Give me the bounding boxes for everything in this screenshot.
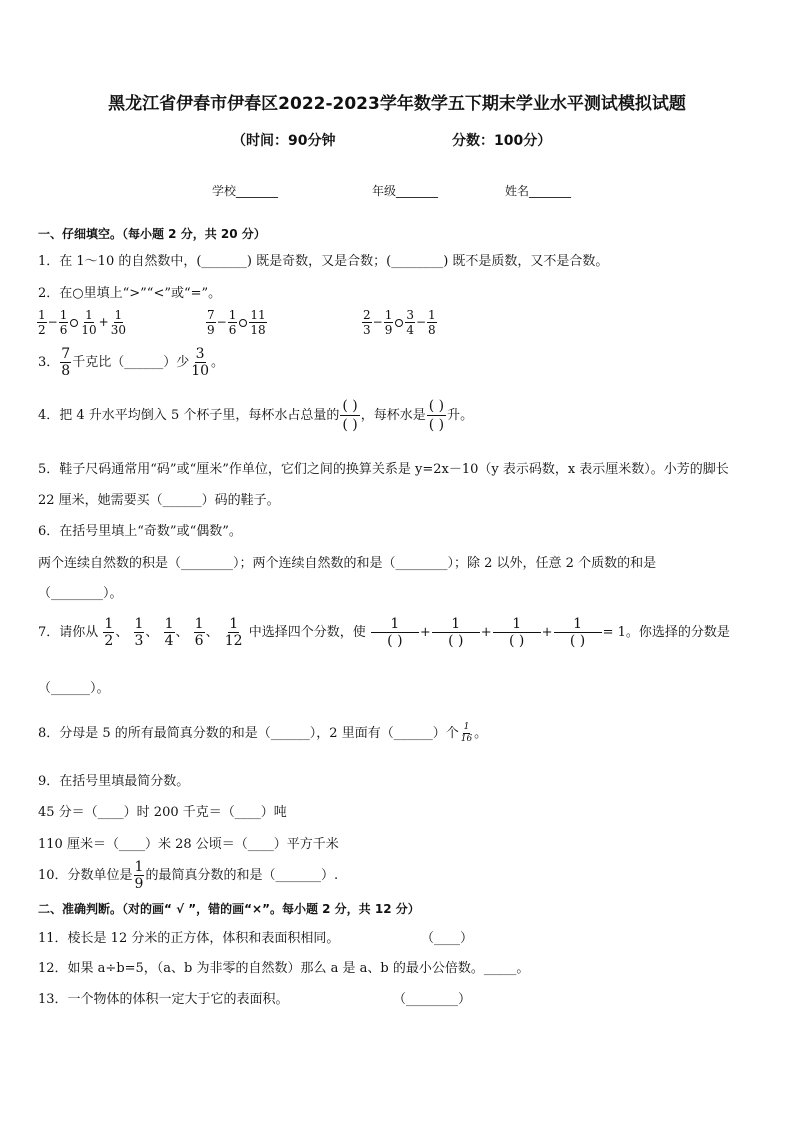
- question-5-line-1: 5．鞋子尺码通常用“码”或“厘米”作单位，它们之间的换算关系是 y=2x－10（y 表示码数，x 表示厘米数）。小芳的脚长: [38, 462, 729, 477]
- question-2: 2．在○里填上“>”“<”或“=”。: [38, 286, 222, 301]
- compare-circle[interactable]: [395, 319, 403, 327]
- question-13: 13．一个物体的体积一定大于它的表面积。: [38, 992, 289, 1007]
- question-6-line-1: 6．在括号里填上“奇数”或“偶数”。: [38, 524, 242, 539]
- question-7-line-2: （______）。: [38, 681, 110, 696]
- question-7: 7．请你从 $\frac{1}{2}$ 、 $\frac{1}{3}$ 、 $\frac{1}{4}$ 、 $\frac{1}{6}$ 、 $\frac{1}{12}$ 中选择四个分数，使 $\frac{1}{( )}$ + $\frac{1}{( )}$ + $\frac{1}{( )}$ + $\frac{1}{( )}$ = 1。你选择的分数是: [38, 616, 730, 649]
- q2-expression-1: $\frac{1}{2}$ − $\frac{1}{6}$ $\frac{1}{10}$ + $\frac{1}{30}$: [38, 308, 126, 337]
- question-11: 11．棱长是 12 分米的正方体，体积和表面积相同。: [38, 931, 340, 946]
- q2-expression-3: $\frac{2}{3}$ − $\frac{1}{9}$ $\frac{3}{4}$ − $\frac{1}{8}$: [363, 308, 436, 337]
- section-1-heading: 一、仔细填空。（每小题 2 分，共 20 分）: [38, 227, 266, 241]
- question-10: 10．分数单位是 $\frac{1}{9}$ 的最简真分数的和是（_______）.: [38, 859, 339, 892]
- question-5-line-2: 22 厘米，她需要买（______）码的鞋子。: [38, 493, 280, 508]
- question-1: 1．在 1～10 的自然数中，(_______) 既是奇数，又是合数；(________) 既不是质数，又不是合数。: [38, 254, 609, 269]
- question-6-line-2: 两个连续自然数的积是（________）；两个连续自然数的和是（________）；除 2 以外，任意 2 个质数的和是: [38, 556, 657, 571]
- question-6-line-3: （________）。: [38, 586, 123, 601]
- grade-field[interactable]: 年级_______: [372, 184, 439, 198]
- q2-expression-2: $\frac{7}{9}$ − $\frac{1}{6}$ $\frac{11}{18}$: [207, 308, 266, 337]
- question-11-blank[interactable]: （____）: [421, 931, 474, 946]
- question-4: 4．把 4 升水平均倒入 5 个杯子里，每杯水占总量的 $\frac{( )}{( )}$ ，每杯水是 $\frac{( )}{( )}$ 升。: [38, 398, 474, 433]
- question-12: 12．如果 a÷b=5，（a、b 为非零的自然数）那么 a 是 a、b 的最小公倍数。_____。: [38, 961, 530, 976]
- exam-score: 分数：100分）: [452, 133, 552, 149]
- exam-time: （时间：90分钟: [232, 133, 336, 149]
- question-9-line-2: 45 分＝（____）时 200 千克＝（____）吨: [38, 805, 287, 820]
- question-8: 8．分母是 5 的所有最简真分数的和是（______），2 里面有（______）个 $\frac{1}{16}$ 。: [38, 722, 488, 744]
- school-field[interactable]: 学校_______: [212, 184, 279, 198]
- question-9-line-1: 9．在括号里填最简分数。: [38, 774, 190, 789]
- question-13-blank[interactable]: （________）: [393, 992, 472, 1007]
- page-title: 黑龙江省伊春市伊春区2022-2023学年数学五下期末学业水平测试模拟试题: [108, 94, 686, 114]
- question-9-line-3: 110 厘米＝（____）米 28 公顷＝（____）平方千米: [38, 837, 339, 852]
- name-field[interactable]: 姓名_______: [505, 184, 572, 198]
- section-2-heading: 二、准确判断。（对的画“ √ ”，错的画“×”。每小题 2 分，共 12 分）: [38, 902, 420, 916]
- compare-circle[interactable]: [70, 319, 78, 327]
- question-3: 3． $\frac{7}{8}$ 千克比（______）少 $\frac{3}{10}$ 。: [38, 346, 225, 379]
- compare-circle[interactable]: [239, 319, 247, 327]
